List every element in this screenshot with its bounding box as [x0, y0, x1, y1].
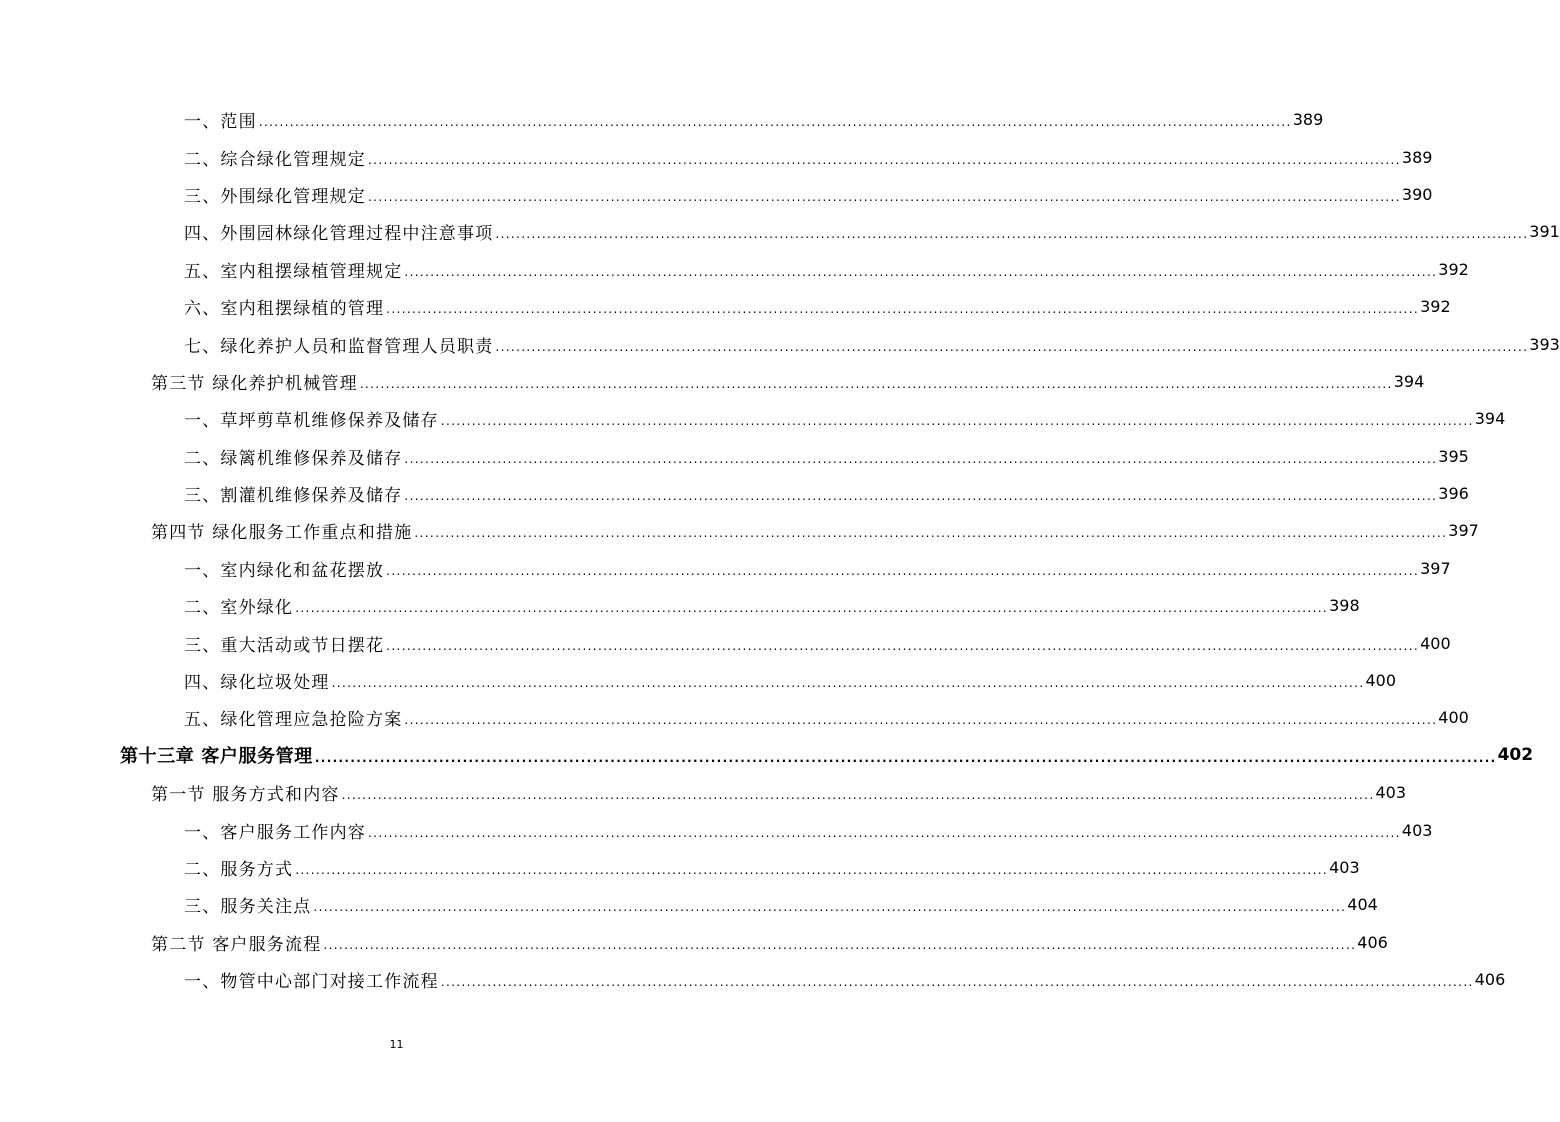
toc-subsection-entry[interactable] [184, 811, 1433, 848]
toc-entry-label: 第十三章 客户服务管理 [120, 742, 315, 768]
toc-dot-leader: ........................................................................................................................................................................................................ [368, 152, 1401, 167]
toc-entry-label: 一、室内绿化和盆花摆放 [184, 556, 386, 581]
toc-dot-leader: ........................................................................................................................................................................................................ [414, 526, 1448, 541]
toc-entry-page: 406 [1357, 932, 1388, 952]
toc-dot-leader: ........................................................................................................................................................................................................ [368, 189, 1401, 204]
toc-dot-leader: ........................................................................................................................................................................................................ [258, 115, 1292, 130]
page-number: 11 [389, 1038, 404, 1051]
toc-entry-page: 395 [1438, 446, 1469, 466]
toc-entry-label: 五、绿化管理应急抢险方案 [184, 705, 404, 730]
toc-entry-page: 392 [1420, 297, 1451, 317]
toc-dot-leader: ........................................................................................................................................................................................................ [404, 451, 1438, 466]
toc-entry-label: 一、客户服务工作内容 [184, 818, 368, 843]
toc-dot-leader: ........................................................................................................................................................................................................ [295, 863, 1329, 877]
toc-dot-leader: ........................................................................................................................................................................................................ [386, 563, 1420, 578]
toc-entry-page: 389 [1292, 110, 1324, 130]
toc-entry-label: 二、服务方式 [184, 855, 295, 880]
toc-subsection-entry[interactable] [184, 288, 1451, 325]
toc-entry-page: 397 [1420, 558, 1451, 578]
toc-entry-label: 三、外围绿化管理规定 [184, 182, 368, 207]
toc-subsection-entry[interactable] [184, 699, 1469, 736]
toc-subsection-entry[interactable] [184, 961, 1506, 998]
toc-entry-page: 400 [1420, 633, 1451, 653]
toc-dot-leader: ........................................................................................................................................................................................................ [295, 601, 1329, 616]
toc-subsection-entry[interactable] [184, 849, 1360, 886]
toc-dot-leader: ........................................................................................................................................................................................................ [404, 264, 1438, 279]
toc-dot-leader: ........................................................................................................................................................................................................ [404, 713, 1438, 728]
toc-section-entry[interactable] [151, 924, 1388, 961]
toc-entry-label: 第四节 绿化服务工作重点和措施 [151, 518, 414, 543]
toc-dot-leader: ........................................................................................................................................................................................................ [495, 227, 1529, 242]
toc-subsection-entry[interactable] [184, 325, 1560, 362]
toc-entry-page: 403 [1401, 820, 1433, 840]
toc-dot-leader: ........................................................................................................................................................................................................ [331, 676, 1365, 691]
toc-section-entry[interactable] [151, 512, 1479, 549]
toc-dot-leader: ........................................................................................................................................................................................................ [386, 302, 1420, 317]
toc-entry-page: 402 [1497, 745, 1534, 766]
toc-entry-label: 第一节 服务方式和内容 [151, 780, 342, 805]
toc-entry-label: 一、物管中心部门对接工作流程 [184, 967, 441, 992]
toc-dot-leader: ........................................................................................................................................................................................................ [359, 376, 1393, 391]
toc-entry-page: 390 [1401, 184, 1433, 204]
toc-entry-label: 五、室内租摆绿植管理规定 [184, 257, 404, 282]
toc-dot-leader: ........................................................................................................................................................................................................ [386, 638, 1420, 653]
toc-subsection-entry[interactable] [184, 138, 1433, 175]
toc-entry-label: 四、外围园林绿化管理过程中注意事项 [184, 219, 495, 244]
toc-subsection-entry[interactable] [184, 550, 1451, 587]
toc-entry-page: 393 [1529, 334, 1560, 354]
toc-entry-page: 389 [1401, 147, 1433, 167]
toc-dot-leader: ........................................................................................................................................................................................................ [440, 975, 1474, 990]
toc-entry-label: 三、重大活动或节日摆花 [184, 631, 386, 656]
table-of-contents [0, 101, 1560, 998]
toc-section-entry[interactable] [151, 774, 1407, 811]
toc-subsection-entry[interactable] [184, 400, 1506, 437]
toc-entry-page: 394 [1393, 371, 1425, 391]
toc-entry-label: 第二节 客户服务流程 [151, 930, 323, 955]
toc-entry-label: 七、绿化养护人员和监督管理人员职责 [184, 332, 495, 357]
toc-entry-page: 403 [1375, 783, 1407, 803]
toc-entry-page: 404 [1347, 895, 1378, 915]
toc-entry-page: 396 [1438, 484, 1469, 504]
toc-entry-page: 392 [1438, 259, 1469, 279]
toc-entry-page: 394 [1474, 409, 1506, 429]
toc-chapter-entry[interactable] [120, 737, 1534, 774]
toc-entry-page: 400 [1365, 671, 1397, 691]
toc-dot-leader: ........................................................................................................................................................................................................ [404, 489, 1438, 504]
toc-entry-label: 二、室外绿化 [184, 593, 295, 618]
toc-entry-label: 第三节 绿化养护机械管理 [151, 369, 360, 394]
toc-entry-label: 一、范围 [184, 107, 259, 132]
toc-subsection-entry[interactable] [184, 886, 1378, 923]
toc-subsection-entry[interactable] [184, 176, 1433, 213]
toc-subsection-entry[interactable] [184, 624, 1451, 661]
toc-entry-page: 398 [1329, 596, 1360, 616]
toc-section-entry[interactable] [151, 363, 1425, 400]
toc-dot-leader: ........................................................................................................................................................................................................ [495, 339, 1529, 354]
toc-dot-leader: ........................................................................................................................................................................................................ [440, 414, 1474, 429]
toc-subsection-entry[interactable] [184, 213, 1560, 250]
toc-subsection-entry[interactable] [184, 101, 1324, 138]
toc-entry-label: 三、服务关注点 [184, 892, 313, 917]
toc-subsection-entry[interactable] [184, 662, 1397, 699]
toc-subsection-entry[interactable] [184, 438, 1469, 475]
toc-entry-page: 403 [1329, 858, 1360, 877]
toc-entry-label: 一、草坪剪草机维修保养及储存 [184, 406, 441, 431]
toc-entry-label: 三、割灌机维修保养及储存 [184, 481, 404, 506]
toc-entry-page: 397 [1448, 521, 1479, 541]
toc-entry-page: 406 [1474, 970, 1506, 990]
toc-entry-page: 400 [1438, 708, 1469, 728]
toc-entry-label: 四、绿化垃圾处理 [184, 668, 332, 693]
toc-entry-label: 六、室内租摆绿植的管理 [184, 294, 386, 319]
toc-dot-leader: ........................................................................................................................................................................................................ [341, 788, 1375, 803]
toc-entry-label: 二、绿篱机维修保养及储存 [184, 444, 404, 469]
toc-entry-page: 391 [1529, 222, 1560, 242]
toc-dot-leader: ........................................................................................................................................................................................................ [313, 900, 1347, 915]
toc-subsection-entry[interactable] [184, 587, 1360, 624]
toc-entry-label: 二、综合绿化管理规定 [184, 145, 368, 170]
toc-subsection-entry[interactable] [184, 475, 1469, 512]
toc-dot-leader: ........................................................................................................................................................................................................ [323, 937, 1357, 952]
toc-subsection-entry[interactable] [184, 251, 1469, 288]
toc-dot-leader: ........................................................................................................................................................................................................ [368, 825, 1401, 840]
toc-dot-leader: ........................................................................................................................................................................................................ [314, 750, 1497, 765]
